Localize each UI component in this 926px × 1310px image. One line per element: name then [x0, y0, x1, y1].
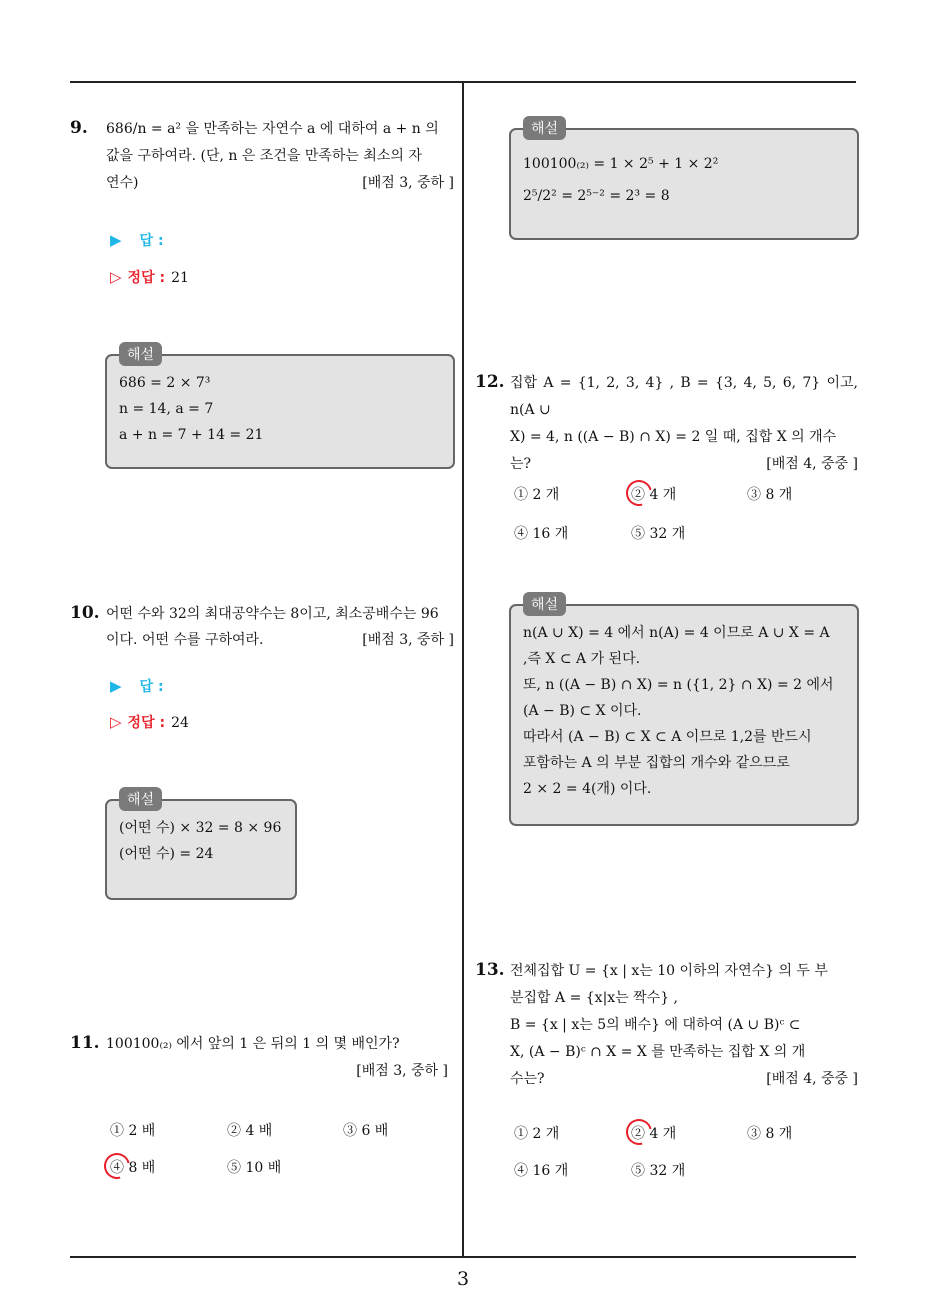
q10-sol-line: (어떤 수) = 24: [119, 846, 214, 862]
q12-choice-1[interactable]: ① 2 개: [514, 487, 560, 503]
q12-sol-line: 또, n ((A − B) ∩ X) = n ({1, 2} ∩ X) = 2 에서: [523, 677, 834, 693]
q11-solution-body: [523, 148, 847, 212]
q10-correct-label: 정답 :: [127, 715, 166, 731]
q11-sol-line: 2⁵/2² = 2⁵⁻² = 2³ = 8: [523, 188, 670, 204]
q11-text: [106, 1031, 448, 1085]
q9-number: 9.: [70, 118, 88, 138]
q10-score: [배점 3, 중하 ]: [362, 632, 454, 648]
selected-answer-circle: [621, 1114, 657, 1150]
q12-line1: 집합 A = {1, 2, 3, 4} , B = {3, 4, 5, 6, 7} 이고, n(A ∪: [510, 375, 858, 418]
page-number: 3: [456, 1268, 470, 1290]
column-divider: [462, 82, 464, 1257]
q10-number: 10.: [70, 603, 100, 623]
selected-answer-circle: [99, 1148, 135, 1184]
q10-line2: 이다. 어떤 수를 구하여라.: [106, 632, 264, 648]
q10-answer-label: 답 :: [139, 679, 164, 695]
q11-choice-2[interactable]: ② 4 배: [227, 1123, 273, 1139]
q13-choice-2[interactable]: ② 4 개: [631, 1126, 677, 1142]
q12-choice-5[interactable]: ⑤ 32 개: [631, 526, 686, 542]
q11-choice-4[interactable]: ④ 8 배: [110, 1160, 156, 1176]
q9-line2: 값을 구하여라. (단, n 은 조건을 만족하는 최소의 자: [106, 148, 422, 164]
q12-choice-2[interactable]: ② 4 개: [631, 487, 677, 503]
bottom-rule: [70, 1256, 856, 1258]
q12-choice-3[interactable]: ③ 8 개: [747, 487, 793, 503]
q12-solution-body: [523, 620, 847, 802]
play-icon: ▶: [110, 231, 122, 249]
q13-choice-4[interactable]: ④ 16 개: [514, 1163, 569, 1179]
q13-choice-5[interactable]: ⑤ 32 개: [631, 1163, 686, 1179]
q10-correct-value: 24: [171, 715, 189, 731]
q11-solution-box: [509, 121, 859, 240]
q13-line2: 분집합 A = {x|x는 짝수} ,: [510, 990, 679, 1006]
q10-line1: 어떤 수와 32의 최대공약수는 8이고, 최소공배수는 96: [106, 606, 439, 622]
q9-line1: 686/n = a² 을 만족하는 자연수 a 에 대하여 a + n 의: [106, 121, 439, 137]
play-outline-icon: ▷: [110, 268, 122, 286]
play-icon: ▶: [110, 677, 122, 695]
q11-number: 11.: [70, 1033, 100, 1053]
q10-sol-line: (어떤 수) × 32 = 8 × 96: [119, 820, 282, 836]
q13-line4: X, (A − B)ᶜ ∩ X = X 를 만족하는 집합 X 의 개: [510, 1044, 806, 1060]
q12-sol-line: 따라서 (A − B) ⊂ X ⊂ A 이므로 1,2를 반드시: [523, 729, 812, 745]
q9-correct-label: 정답 :: [127, 270, 166, 286]
q12-sol-line: 2 × 2 = 4(개) 이다.: [523, 781, 652, 797]
q13-line1: 전체집합 U = {x | x는 10 이하의 자연수} 의 두 부: [510, 963, 828, 979]
q12-solution-tag: 해설: [523, 592, 566, 616]
q13-number: 13.: [475, 960, 505, 980]
q12-sol-line: n(A ∪ X) = 4 에서 n(A) = 4 이므로 A ∪ X = A: [523, 625, 830, 641]
q13-choice-3[interactable]: ③ 8 개: [747, 1126, 793, 1142]
q12-sol-line: ,즉 X ⊂ A 가 된다.: [523, 651, 641, 667]
q12-line3: 는?: [510, 456, 532, 472]
q12-solution-box: [509, 597, 859, 826]
q9-solution-body: [119, 370, 443, 448]
q12-number: 12.: [475, 372, 505, 392]
q13-text: [510, 958, 858, 1093]
q12-text: [510, 370, 858, 478]
q13-score: [배점 4, 중중 ]: [766, 1071, 858, 1087]
q12-sol-line: (A − B) ⊂ X 이다.: [523, 703, 642, 719]
q11-choice-1[interactable]: ① 2 배: [110, 1123, 156, 1139]
q11-sol-line: 100100₍₂₎ = 1 × 2⁵ + 1 × 2²: [523, 156, 719, 172]
q12-line2: X) = 4, n ((A − B) ∩ X) = 2 일 때, 집합 X 의 개수: [510, 429, 837, 445]
q10-answer-row: [110, 676, 164, 696]
selected-answer-circle: [621, 475, 657, 511]
q9-sol-line: n = 14, a = 7: [119, 401, 214, 417]
q13-line3: B = {x | x는 5의 배수} 에 대하여 (A ∪ B)ᶜ ⊂: [510, 1017, 801, 1033]
q11-line1: 100100₍₂₎ 에서 앞의 1 은 뒤의 1 의 몇 배인가?: [106, 1036, 400, 1052]
q12-score: [배점 4, 중중 ]: [766, 456, 858, 472]
q9-text: [106, 116, 454, 197]
q9-correct-row: [110, 267, 189, 287]
q9-solution-tag: 해설: [119, 342, 162, 366]
q10-solution-body: [119, 815, 285, 867]
q9-solution-box: [105, 347, 455, 469]
q12-choice-4[interactable]: ④ 16 개: [514, 526, 569, 542]
q11-solution-tag: 해설: [523, 116, 566, 140]
q9-sol-line: 686 = 2 × 7³: [119, 375, 211, 391]
q10-solution-tag: 해설: [119, 787, 162, 811]
q10-text: [106, 601, 454, 653]
q9-line3: 연수): [106, 175, 139, 191]
play-outline-icon: ▷: [110, 713, 122, 731]
q10-correct-row: [110, 712, 189, 732]
q9-answer-label: 답 :: [139, 233, 164, 249]
q13-line5: 수는?: [510, 1071, 545, 1087]
q9-score: [배점 3, 중하 ]: [362, 175, 454, 191]
q9-sol-line: a + n = 7 + 14 = 21: [119, 427, 264, 443]
q11-choice-3[interactable]: ③ 6 배: [343, 1123, 389, 1139]
q11-choice-5[interactable]: ⑤ 10 배: [227, 1160, 282, 1176]
q10-solution-box: [105, 792, 297, 900]
q12-sol-line: 포함하는 A 의 부분 집합의 개수와 같으므로: [523, 755, 790, 771]
q13-choice-1[interactable]: ① 2 개: [514, 1126, 560, 1142]
q11-score: [배점 3, 중하 ]: [356, 1063, 448, 1079]
q9-correct-value: 21: [171, 270, 189, 286]
q9-answer-row: [110, 230, 164, 250]
